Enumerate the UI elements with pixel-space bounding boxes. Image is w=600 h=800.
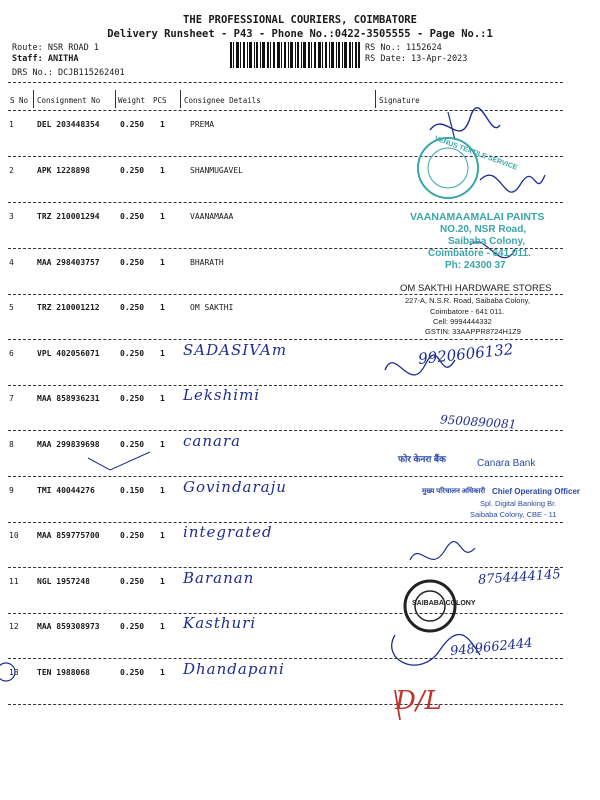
row-separator (8, 294, 563, 295)
canara-logo-text: फोर केनरा बैंक (398, 454, 446, 464)
row-consignment-no: TRZ 210001294 (37, 212, 100, 221)
row-consignment-no: APK 1228898 (37, 166, 90, 175)
row-weight: 0.250 (120, 440, 145, 449)
col-header-signature: Signature (379, 96, 420, 105)
row-weight: 0.250 (120, 531, 145, 540)
row-sno: 11 (9, 577, 19, 586)
row-separator (8, 339, 563, 340)
row-separator (8, 385, 563, 386)
row-weight: 0.150 (120, 486, 145, 495)
row-pcs: 1 (160, 258, 165, 267)
row-consignment-no: VPL 402056071 (37, 349, 100, 358)
vaanamaamalai-line3: Coimbatore - 641 011. (428, 248, 531, 259)
vaanamaamalai-name: VAANAMAAMALAI PAINTS (410, 211, 545, 223)
row-separator (8, 658, 563, 659)
row-consignment-no: TMI 40044276 (37, 486, 95, 495)
canara-hindi-title: मुख्य परिचालन अधिकारी (422, 488, 486, 495)
row-consignee-handwritten: Lekshimi (183, 386, 261, 404)
company-title: THE PROFESSIONAL COURIERS, COIMBATORE (183, 14, 417, 26)
row-sno: 1 (9, 120, 14, 129)
phone-4: 9489662444 (449, 635, 534, 660)
drs-number: DRS No.: DCJB115262401 (12, 68, 125, 78)
row-sno: 4 (9, 258, 14, 267)
col-header-consignment: Consignment No (37, 96, 101, 105)
row-consignee-handwritten: integrated (183, 523, 273, 541)
row-separator (8, 476, 563, 477)
row-consignee-handwritten: SADASIVAm (183, 341, 288, 359)
delivered-mark: D/L (395, 686, 442, 716)
row-pcs: 1 (160, 531, 165, 540)
row-consignment-no: MAA 298403757 (37, 258, 100, 267)
row-consignee: PREMA (190, 120, 215, 129)
rs-date: RS Date: 13-Apr-2023 (365, 54, 468, 64)
row-separator (8, 522, 563, 523)
column-divider (33, 90, 34, 108)
om-sakthi-line3: Cell: 9994444332 (433, 317, 492, 326)
row-separator (8, 704, 563, 705)
row-weight: 0.250 (120, 120, 145, 129)
column-divider (180, 90, 181, 108)
row-weight: 0.250 (120, 668, 145, 677)
header-rule-bottom (8, 110, 563, 111)
row-sno: 2 (9, 166, 14, 175)
row-consignment-no: TEN 1988068 (37, 668, 90, 677)
row-consignment-no: MAA 859775700 (37, 531, 100, 540)
vaanamaamalai-line4: Ph: 24300 37 (445, 260, 506, 271)
row-consignment-no: MAA 299839698 (37, 440, 100, 449)
row-weight: 0.250 (120, 303, 145, 312)
row-consignee-handwritten: Kasthuri (183, 614, 257, 632)
row-consignee-handwritten: canara (183, 432, 242, 450)
row-sno: 8 (9, 440, 14, 449)
row-sno: 9 (9, 486, 14, 495)
row-pcs: 1 (160, 166, 165, 175)
row-pcs: 1 (160, 349, 165, 358)
row-pcs: 1 (160, 120, 165, 129)
row-separator (8, 567, 563, 568)
row-pcs: 1 (160, 577, 165, 586)
row-consignee-handwritten: Dhandapani (183, 660, 285, 678)
row-separator (8, 430, 563, 431)
row-weight: 0.250 (120, 394, 145, 403)
row-consignee: OM SAKTHI (190, 303, 234, 312)
row-pcs: 1 (160, 394, 165, 403)
row-consignee: VAANAMAAA (190, 212, 234, 221)
row-sno: 6 (9, 349, 14, 358)
row-consignment-no: MAA 858936231 (37, 394, 100, 403)
row-pcs: 1 (160, 486, 165, 495)
row-pcs: 1 (160, 622, 165, 631)
row-consignee-handwritten: Govindaraju (183, 478, 287, 496)
staff-label: Staff: ANITHA (12, 54, 79, 64)
row-pcs: 1 (160, 303, 165, 312)
row-pcs: 1 (160, 212, 165, 221)
column-divider (375, 90, 376, 108)
runsheet-title: Delivery Runsheet - P43 - Phone No.:0422-3505555 - Page No.:1 (107, 28, 493, 40)
row-consignment-no: DEL 203448354 (37, 120, 100, 129)
row-sno: 13 (9, 668, 19, 677)
om-sakthi-line2: Coimbatore - 641 011. (430, 307, 505, 316)
row-weight: 0.250 (120, 577, 145, 586)
row-weight: 0.250 (120, 622, 145, 631)
om-sakthi-name: OM SAKTHI HARDWARE STORES (400, 283, 552, 294)
om-sakthi-line4: GSTIN: 33AAPPR8724H1Z9 (425, 327, 521, 336)
phone-1: 9920606132 (417, 340, 515, 368)
round-stamp-text: SAIBABA COLONY (412, 600, 476, 607)
venus-stamp: VENUS TEXTILE SERVICE (433, 135, 518, 172)
column-divider (115, 90, 116, 108)
phone-2: 9500890081 (439, 412, 517, 432)
row-consignee: BHARATH (190, 258, 224, 267)
row-pcs: 1 (160, 668, 165, 677)
row-separator (8, 613, 563, 614)
row-consignee: SHANMUGAVEL (190, 166, 243, 175)
row-consignment-no: MAA 859308973 (37, 622, 100, 631)
header-rule-top (8, 82, 563, 83)
col-header-sno: S No (10, 96, 29, 105)
canara-title: Chief Operating Officer (492, 487, 581, 496)
row-sno: 5 (9, 303, 14, 312)
col-header-consignee: Consignee Details (184, 96, 261, 105)
vaanamaamalai-line2: Saibaba Colony, (448, 236, 526, 247)
col-header-pcs: PCS (153, 96, 167, 105)
row-sno: 10 (9, 531, 19, 540)
canara-line2: Saibaba Colony, CBE - 11 (470, 510, 557, 519)
row-consignment-no: TRZ 210001212 (37, 303, 100, 312)
rs-number: RS No.: 1152624 (365, 43, 442, 53)
row-weight: 0.250 (120, 349, 145, 358)
barcode-image (230, 42, 360, 68)
row-weight: 0.250 (120, 166, 145, 175)
row-consignment-no: NGL 1957248 (37, 577, 90, 586)
row-consignee-handwritten: Baranan (183, 569, 255, 587)
row-weight: 0.250 (120, 212, 145, 221)
vaanamaamalai-line1: NO.20, NSR Road, (440, 224, 527, 235)
phone-3: 8754444145 (477, 567, 562, 588)
om-sakthi-line1: 227-A, N.S.R. Road, Saibaba Colony, (405, 296, 530, 305)
row-sno: 3 (9, 212, 14, 221)
row-sno: 12 (9, 622, 19, 631)
row-pcs: 1 (160, 440, 165, 449)
col-header-weight: Weight (118, 96, 146, 105)
canara-name: Canara Bank (477, 458, 536, 469)
canara-line1: Spl. Digital Banking Br. (480, 499, 557, 508)
row-weight: 0.250 (120, 258, 145, 267)
row-sno: 7 (9, 394, 14, 403)
row-separator (8, 202, 563, 203)
route-label: Route: NSR ROAD 1 (12, 43, 99, 53)
